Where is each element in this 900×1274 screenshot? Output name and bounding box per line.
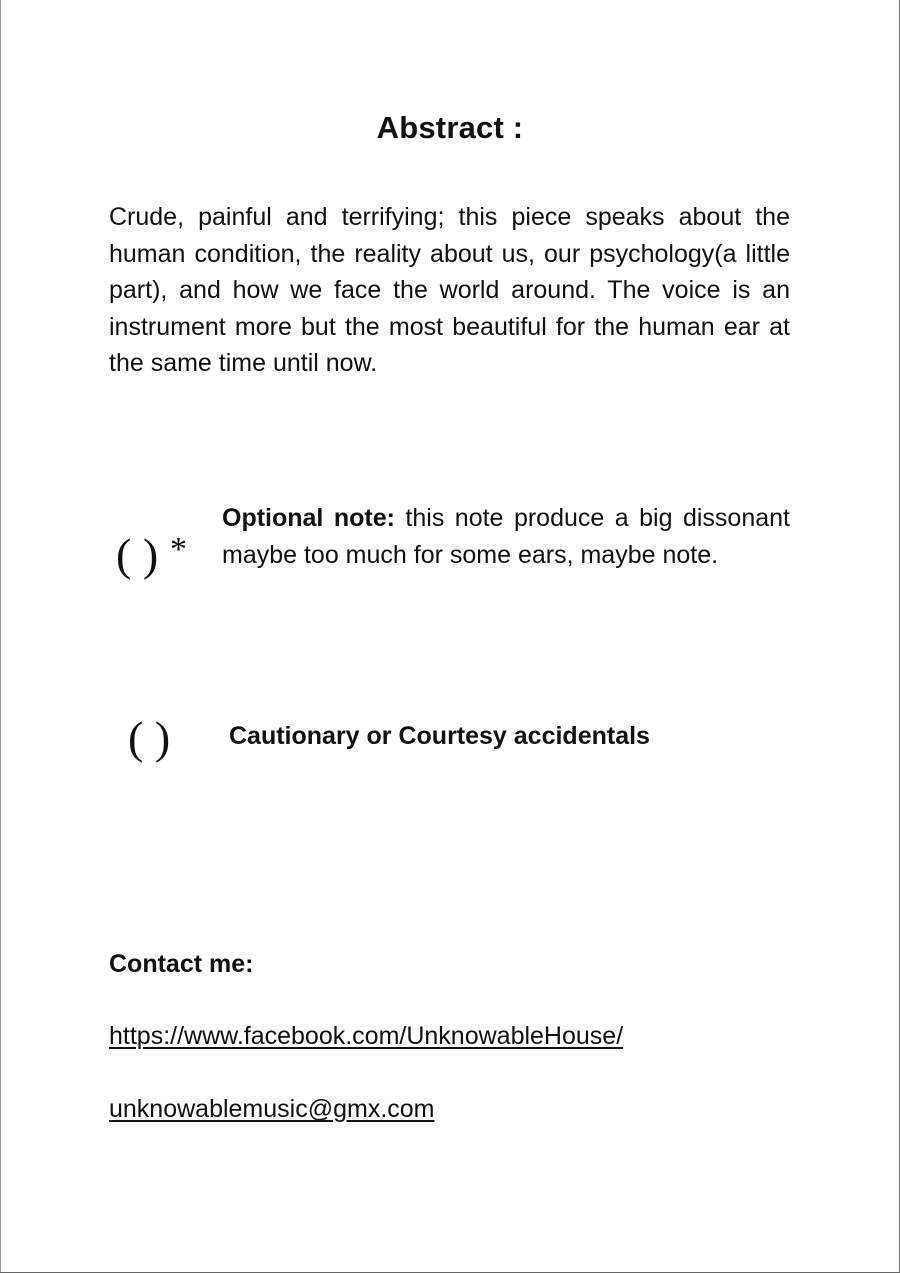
optional-note-description	[222, 500, 790, 573]
abstract-title: Abstract :	[376, 110, 524, 145]
optional-note-label: Optional note:	[222, 504, 395, 532]
email-link[interactable]: unknowablemusic@gmx.com	[109, 1095, 435, 1123]
abstract-body: Crude, painful and terrifying; this piece speaks about the human condition, the reality about us, our psychology(a little part), and how we face the world around. The voice is an instrument more but the most beautiful for the human ear at the same time until now.	[109, 203, 790, 377]
cautionary-accidentals-label: Cautionary or Courtesy accidentals	[229, 722, 650, 750]
facebook-link[interactable]: https://www.facebook.com/UnknowableHouse/	[109, 1022, 624, 1050]
optional-note-asterisk-symbol: *	[170, 531, 187, 568]
contact-heading: Contact me:	[109, 950, 254, 978]
optional-note-text: this note produce a big dissonant maybe too much for some ears, maybe note.	[222, 504, 790, 569]
cautionary-parentheses-symbol: ( )	[128, 712, 171, 763]
optional-note-parentheses-symbol: ( )	[116, 529, 159, 580]
